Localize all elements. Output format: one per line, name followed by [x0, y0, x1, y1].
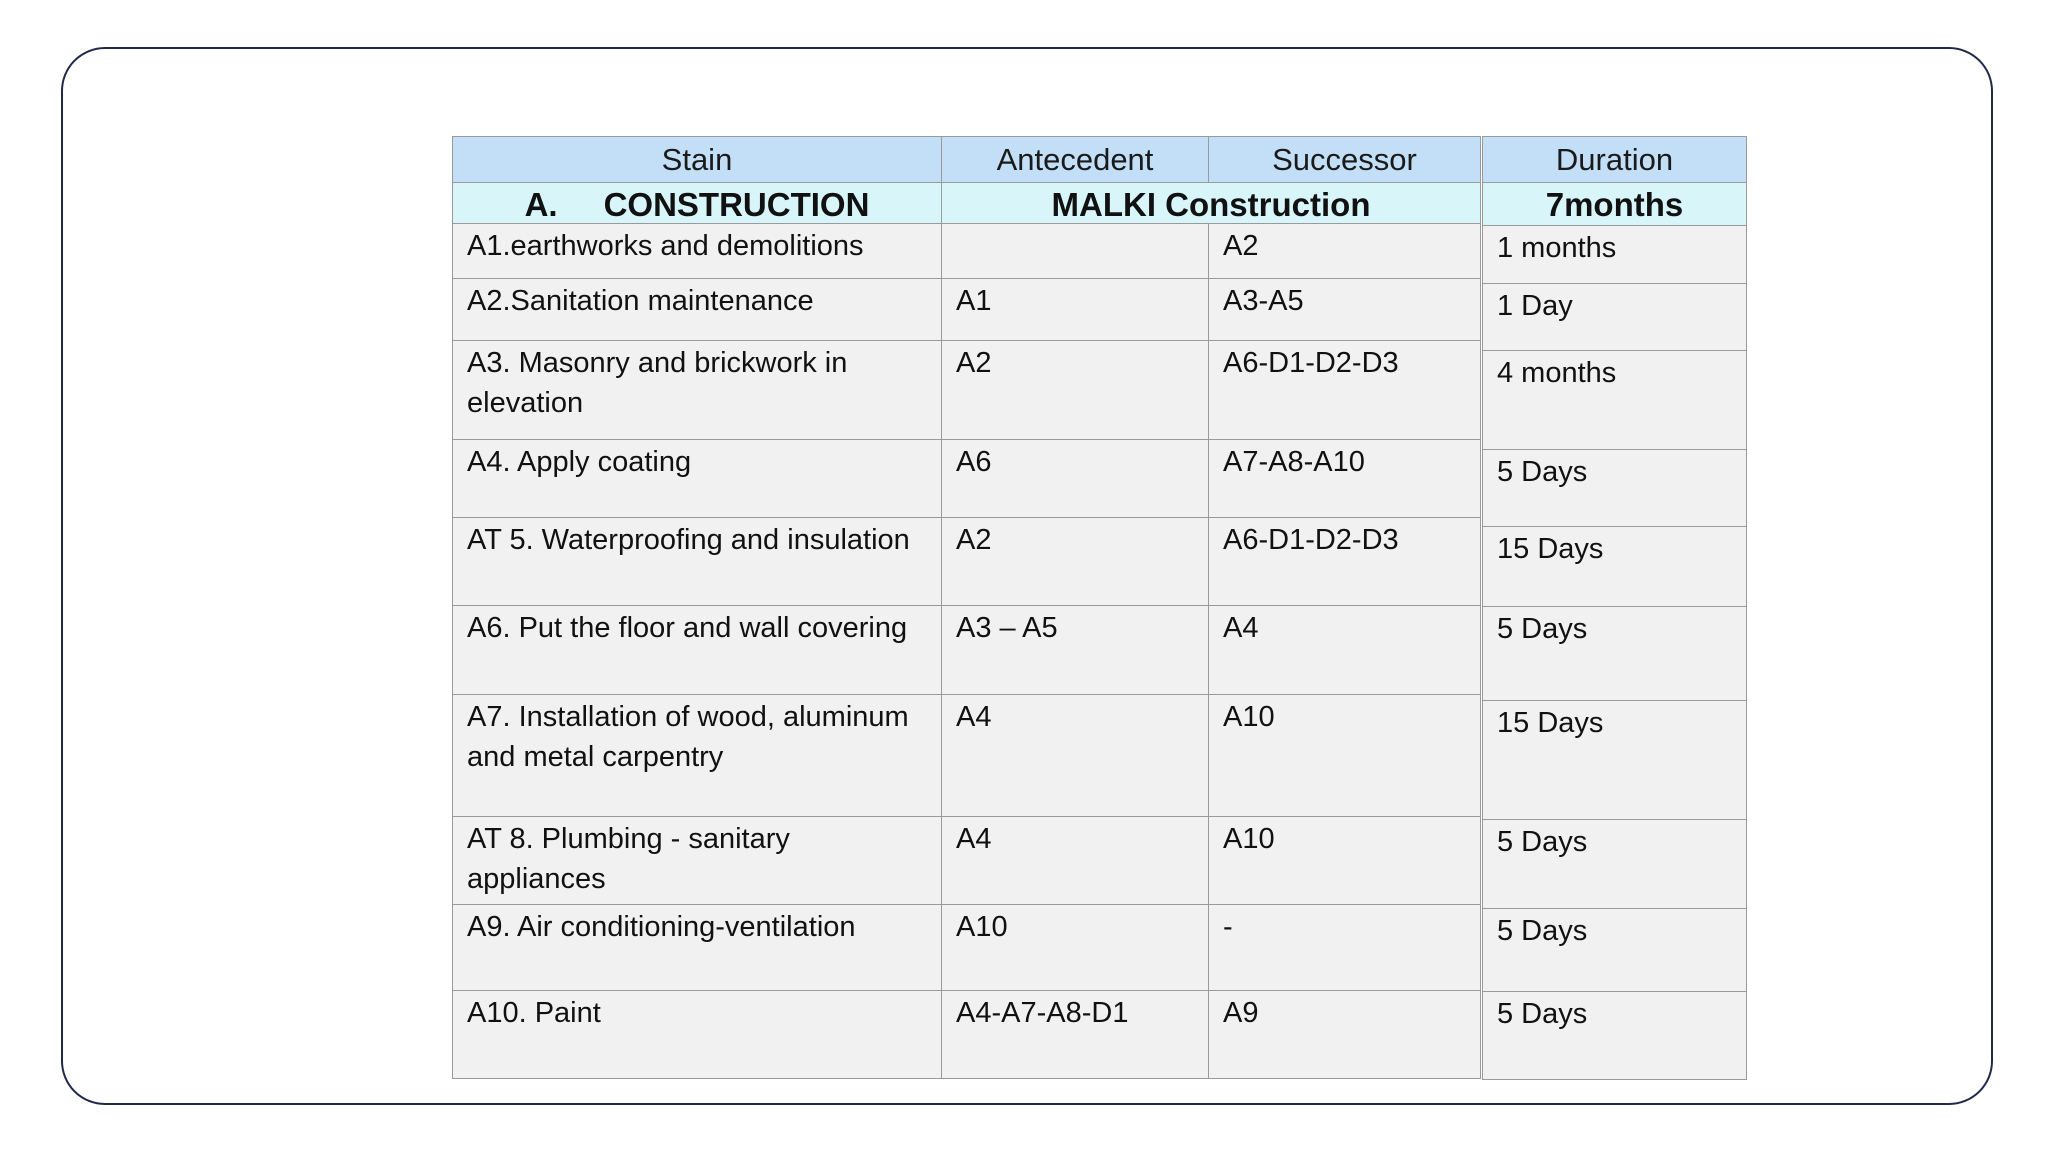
table-row-8-antecedent: A4 — [941, 816, 1209, 905]
table-row-1-successor: A2 — [1208, 223, 1481, 279]
section-company: MALKI Construction — [941, 182, 1481, 224]
table-row-4-antecedent: A6 — [941, 439, 1209, 518]
table-row-9-antecedent: A10 — [941, 904, 1209, 991]
table-row-6-antecedent: A3 – A5 — [941, 605, 1209, 695]
duration-row-2: 1 Day — [1482, 283, 1747, 351]
table-row-5-successor: A6-D1-D2-D3 — [1208, 517, 1481, 606]
table-row-10-successor: A9 — [1208, 990, 1481, 1079]
section-title: CONSTRUCTION — [603, 186, 870, 223]
header-duration: Duration — [1482, 136, 1747, 183]
schedule-tables — [452, 136, 1746, 1080]
duration-row-1: 1 months — [1482, 225, 1747, 284]
table-row-2-stain: A2.Sanitation maintenance — [452, 278, 942, 341]
table-row-1-antecedent — [941, 223, 1209, 279]
table-row-10-antecedent: A4-A7-A8-D1 — [941, 990, 1209, 1079]
header-stain: Stain — [452, 136, 942, 183]
table-row-2-successor: A3-A5 — [1208, 278, 1481, 341]
section-title-cell — [452, 182, 942, 224]
table-row-5-stain: AT 5. Waterproofing and insulation — [452, 517, 942, 606]
table-row-3-successor: A6-D1-D2-D3 — [1208, 340, 1481, 440]
table-row-4-successor: A7-A8-A10 — [1208, 439, 1481, 518]
table-row-1-stain: A1.earthworks and demolitions — [452, 223, 942, 279]
table-row-6-successor: A4 — [1208, 605, 1481, 695]
section-total-duration: 7months — [1482, 182, 1747, 226]
table-row-8-successor: A10 — [1208, 816, 1481, 905]
duration-row-7: 15 Days — [1482, 700, 1747, 820]
table-row-5-antecedent: A2 — [941, 517, 1209, 606]
table-row-7-successor: A10 — [1208, 694, 1481, 817]
table-row-9-stain: A9. Air conditioning-ventilation — [452, 904, 942, 991]
duration-row-9: 5 Days — [1482, 908, 1747, 992]
table-row-10-stain: A10. Paint — [452, 990, 942, 1079]
duration-row-4: 5 Days — [1482, 449, 1747, 527]
table-row-3-antecedent: A2 — [941, 340, 1209, 440]
table-row-7-antecedent: A4 — [941, 694, 1209, 817]
duration-row-6: 5 Days — [1482, 606, 1747, 701]
section-letter: A. — [524, 186, 558, 223]
duration-row-3: 4 months — [1482, 350, 1747, 450]
table-row-7-stain: A7. Installation of wood, aluminum and metal carpentry — [452, 694, 942, 817]
duration-row-10: 5 Days — [1482, 991, 1747, 1080]
table-row-3-stain: A3. Masonry and brickwork in elevation — [452, 340, 942, 440]
table-row-8-stain: AT 8. Plumbing - sanitary appliances — [452, 816, 942, 905]
duration-row-8: 5 Days — [1482, 819, 1747, 909]
table-row-9-successor: - — [1208, 904, 1481, 991]
header-successor: Successor — [1208, 136, 1481, 183]
table-row-4-stain: A4. Apply coating — [452, 439, 942, 518]
header-antecedent: Antecedent — [941, 136, 1209, 183]
duration-row-5: 15 Days — [1482, 526, 1747, 607]
table-row-2-antecedent: A1 — [941, 278, 1209, 341]
table-row-6-stain: A6. Put the floor and wall covering — [452, 605, 942, 695]
